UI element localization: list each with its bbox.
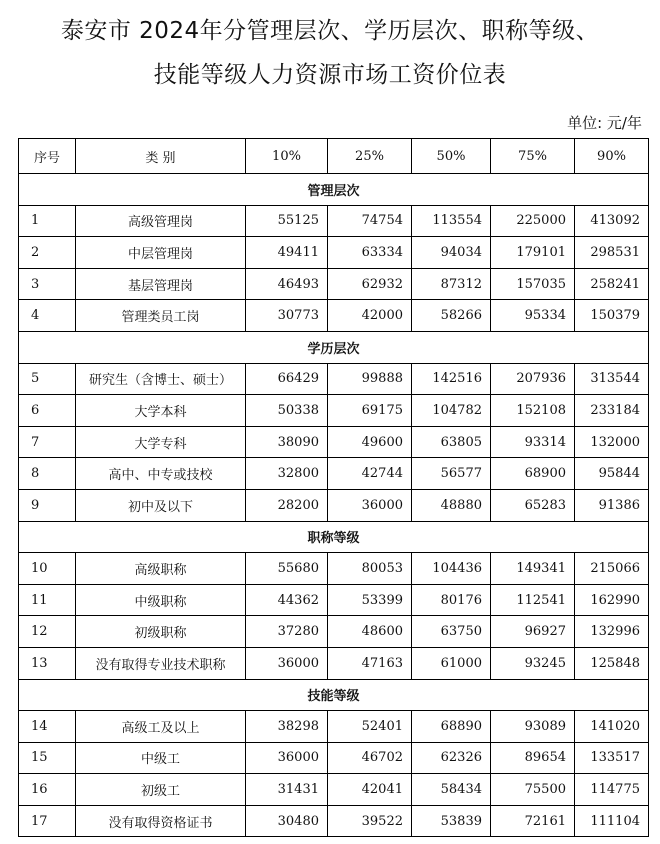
value-p50: 61000 [412,647,491,679]
table-row [19,458,649,490]
row-category: 管理类员工岗 [76,300,246,332]
value-p75: 68900 [491,458,575,490]
value-p25: 74754 [328,205,412,237]
document-title-line-2: 技能等级人力资源市场工资价位表 [153,62,507,88]
value-p25: 69175 [328,395,412,427]
row-category: 初中及以下 [76,489,246,521]
value-p25: 36000 [328,489,412,521]
value-p50: 142516 [412,363,491,395]
row-category: 中层管理岗 [76,237,246,269]
row-number: 14 [19,711,76,743]
value-p50: 58266 [412,300,491,332]
value-p50: 104436 [412,553,491,585]
column-header-p25: 25% [328,139,412,174]
value-p50: 104782 [412,395,491,427]
value-p90: 215066 [575,553,649,585]
table-row [19,805,649,837]
section-header-row [19,174,649,206]
row-category: 中级职称 [76,584,246,616]
value-p90: 413092 [575,205,649,237]
table-row [19,647,649,679]
value-p90: 150379 [575,300,649,332]
table-row [19,553,649,585]
value-p90: 141020 [575,711,649,743]
table-row [19,711,649,743]
table-row [19,300,649,332]
row-number: 15 [19,742,76,774]
table-row [19,616,649,648]
column-header-p50: 50% [412,139,491,174]
value-p75: 149341 [491,553,575,585]
section-header-row [19,331,649,363]
value-p50: 68890 [412,711,491,743]
section-header-row [19,679,649,711]
row-category: 基层管理岗 [76,268,246,300]
value-p90: 114775 [575,774,649,806]
value-p75: 65283 [491,489,575,521]
row-category: 高级职称 [76,553,246,585]
row-number: 13 [19,647,76,679]
unit-label: 单位: 元/年 [567,114,642,132]
value-p75: 152108 [491,395,575,427]
value-p90: 298531 [575,237,649,269]
row-number: 5 [19,363,76,395]
row-number: 8 [19,458,76,490]
value-p25: 63334 [328,237,412,269]
value-p75: 72161 [491,805,575,837]
value-p90: 313544 [575,363,649,395]
section-title: 职称等级 [19,521,649,553]
value-p10: 46493 [246,268,328,300]
value-p50: 58434 [412,774,491,806]
value-p10: 30773 [246,300,328,332]
value-p10: 36000 [246,647,328,679]
value-p25: 62932 [328,268,412,300]
value-p25: 53399 [328,584,412,616]
value-p90: 258241 [575,268,649,300]
value-p75: 93089 [491,711,575,743]
value-p75: 157035 [491,268,575,300]
value-p75: 96927 [491,616,575,648]
value-p50: 113554 [412,205,491,237]
section-header-row [19,521,649,553]
row-category: 高级管理岗 [76,205,246,237]
table-body [19,174,649,837]
row-number: 9 [19,489,76,521]
table-row [19,363,649,395]
value-p25: 49600 [328,426,412,458]
table-row [19,268,649,300]
table-row [19,426,649,458]
value-p25: 99888 [328,363,412,395]
value-p90: 91386 [575,489,649,521]
row-category: 大学本科 [76,395,246,427]
row-number: 3 [19,268,76,300]
row-number: 11 [19,584,76,616]
value-p75: 179101 [491,237,575,269]
row-number: 10 [19,553,76,585]
row-category: 高中、中专或技校 [76,458,246,490]
table-row [19,489,649,521]
value-p90: 132996 [575,616,649,648]
table-row [19,774,649,806]
value-p90: 111104 [575,805,649,837]
value-p75: 75500 [491,774,575,806]
value-p75: 89654 [491,742,575,774]
value-p10: 38090 [246,426,328,458]
value-p10: 49411 [246,237,328,269]
value-p90: 133517 [575,742,649,774]
value-p90: 132000 [575,426,649,458]
value-p25: 52401 [328,711,412,743]
row-category: 初级工 [76,774,246,806]
column-header-category: 类 别 [76,139,246,174]
wage-table [18,138,649,837]
value-p25: 39522 [328,805,412,837]
row-category: 没有取得资格证书 [76,805,246,837]
document-title-line-1: 泰安市 2024年分管理层次、学历层次、职称等级、 [60,18,600,44]
value-p10: 31431 [246,774,328,806]
value-p50: 63805 [412,426,491,458]
row-number: 4 [19,300,76,332]
value-p10: 50338 [246,395,328,427]
table-row [19,395,649,427]
section-title: 学历层次 [19,331,649,363]
header-row [19,139,649,174]
value-p10: 36000 [246,742,328,774]
value-p10: 30480 [246,805,328,837]
row-category: 没有取得专业技术职称 [76,647,246,679]
row-category: 高级工及以上 [76,711,246,743]
value-p75: 93314 [491,426,575,458]
row-number: 2 [19,237,76,269]
value-p10: 44362 [246,584,328,616]
table-row [19,237,649,269]
value-p90: 233184 [575,395,649,427]
value-p25: 46702 [328,742,412,774]
value-p50: 62326 [412,742,491,774]
value-p25: 80053 [328,553,412,585]
value-p50: 53839 [412,805,491,837]
value-p50: 80176 [412,584,491,616]
value-p10: 38298 [246,711,328,743]
value-p10: 32800 [246,458,328,490]
value-p75: 93245 [491,647,575,679]
row-number: 17 [19,805,76,837]
value-p10: 55125 [246,205,328,237]
value-p90: 95844 [575,458,649,490]
row-number: 7 [19,426,76,458]
section-title: 技能等级 [19,679,649,711]
column-header-seq: 序号 [19,139,76,174]
value-p25: 48600 [328,616,412,648]
value-p75: 207936 [491,363,575,395]
value-p25: 42000 [328,300,412,332]
value-p25: 42041 [328,774,412,806]
value-p75: 95334 [491,300,575,332]
value-p10: 28200 [246,489,328,521]
row-category: 大学专科 [76,426,246,458]
value-p50: 48880 [412,489,491,521]
value-p10: 55680 [246,553,328,585]
row-number: 6 [19,395,76,427]
value-p90: 125848 [575,647,649,679]
value-p25: 47163 [328,647,412,679]
section-title: 管理层次 [19,174,649,206]
row-number: 12 [19,616,76,648]
row-category: 研究生（含博士、硕士） [76,363,246,395]
value-p50: 94034 [412,237,491,269]
value-p75: 225000 [491,205,575,237]
row-number: 16 [19,774,76,806]
value-p10: 37280 [246,616,328,648]
table-row [19,584,649,616]
value-p10: 66429 [246,363,328,395]
value-p90: 162990 [575,584,649,616]
value-p25: 42744 [328,458,412,490]
table-row [19,205,649,237]
value-p50: 87312 [412,268,491,300]
row-category: 初级职称 [76,616,246,648]
column-header-p90: 90% [575,139,649,174]
row-category: 中级工 [76,742,246,774]
column-header-p75: 75% [491,139,575,174]
value-p50: 56577 [412,458,491,490]
column-header-p10: 10% [246,139,328,174]
table-header [19,139,649,174]
row-number: 1 [19,205,76,237]
value-p75: 112541 [491,584,575,616]
table-row [19,742,649,774]
value-p50: 63750 [412,616,491,648]
